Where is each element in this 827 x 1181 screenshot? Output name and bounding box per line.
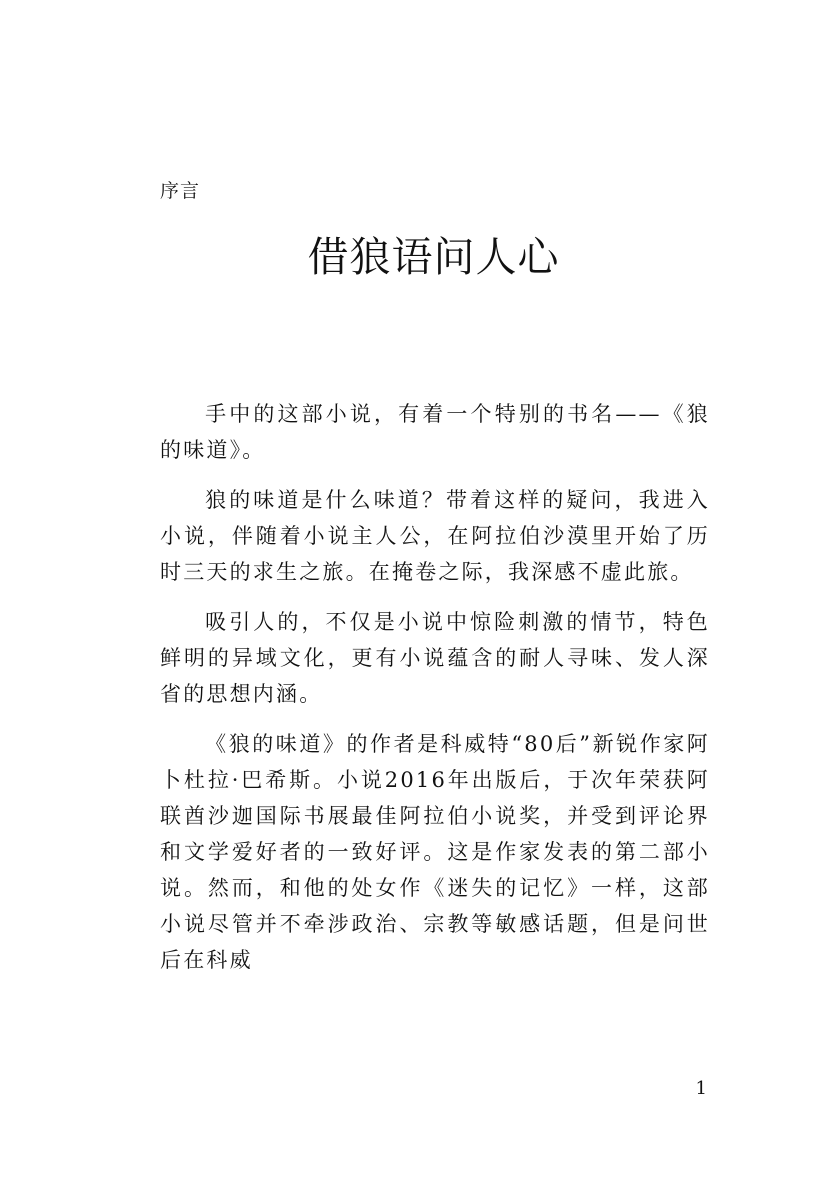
paragraph: 《狼的味道》的作者是科威特“80后”新锐作家阿卜杜拉·巴希斯。小说2016年出版后，于次年荣获阿联酋沙迦国际书展最佳阿拉伯小说奖，并受到评论界和文学爱好者的一致好评。这是作家发表的第二部小说。然而，和他的处女作《迷失的记忆》一样，这部小说尽管并不牵涉政治、宗教等敏感话题，但是问世后在科威 bbox=[160, 732, 710, 972]
section-label: 序言 bbox=[160, 180, 201, 202]
page-number: 1 bbox=[695, 1078, 707, 1099]
chapter-title: 借狼语问人心 bbox=[307, 233, 560, 281]
body-text bbox=[160, 396, 710, 992]
paragraph: 手中的这部小说，有着一个特别的书名——《狼的味道》。 bbox=[160, 402, 710, 462]
paragraph: 狼的味道是什么味道？带着这样的疑问，我进入小说，伴随着小说主人公，在阿拉伯沙漠里开始了历时三天的求生之旅。在掩卷之际，我深感不虚此旅。 bbox=[160, 488, 710, 584]
paragraph: 吸引人的，不仅是小说中惊险刺激的情节，特色鲜明的异域文化，更有小说蕴含的耐人寻味、发人深省的思想内涵。 bbox=[160, 610, 710, 706]
